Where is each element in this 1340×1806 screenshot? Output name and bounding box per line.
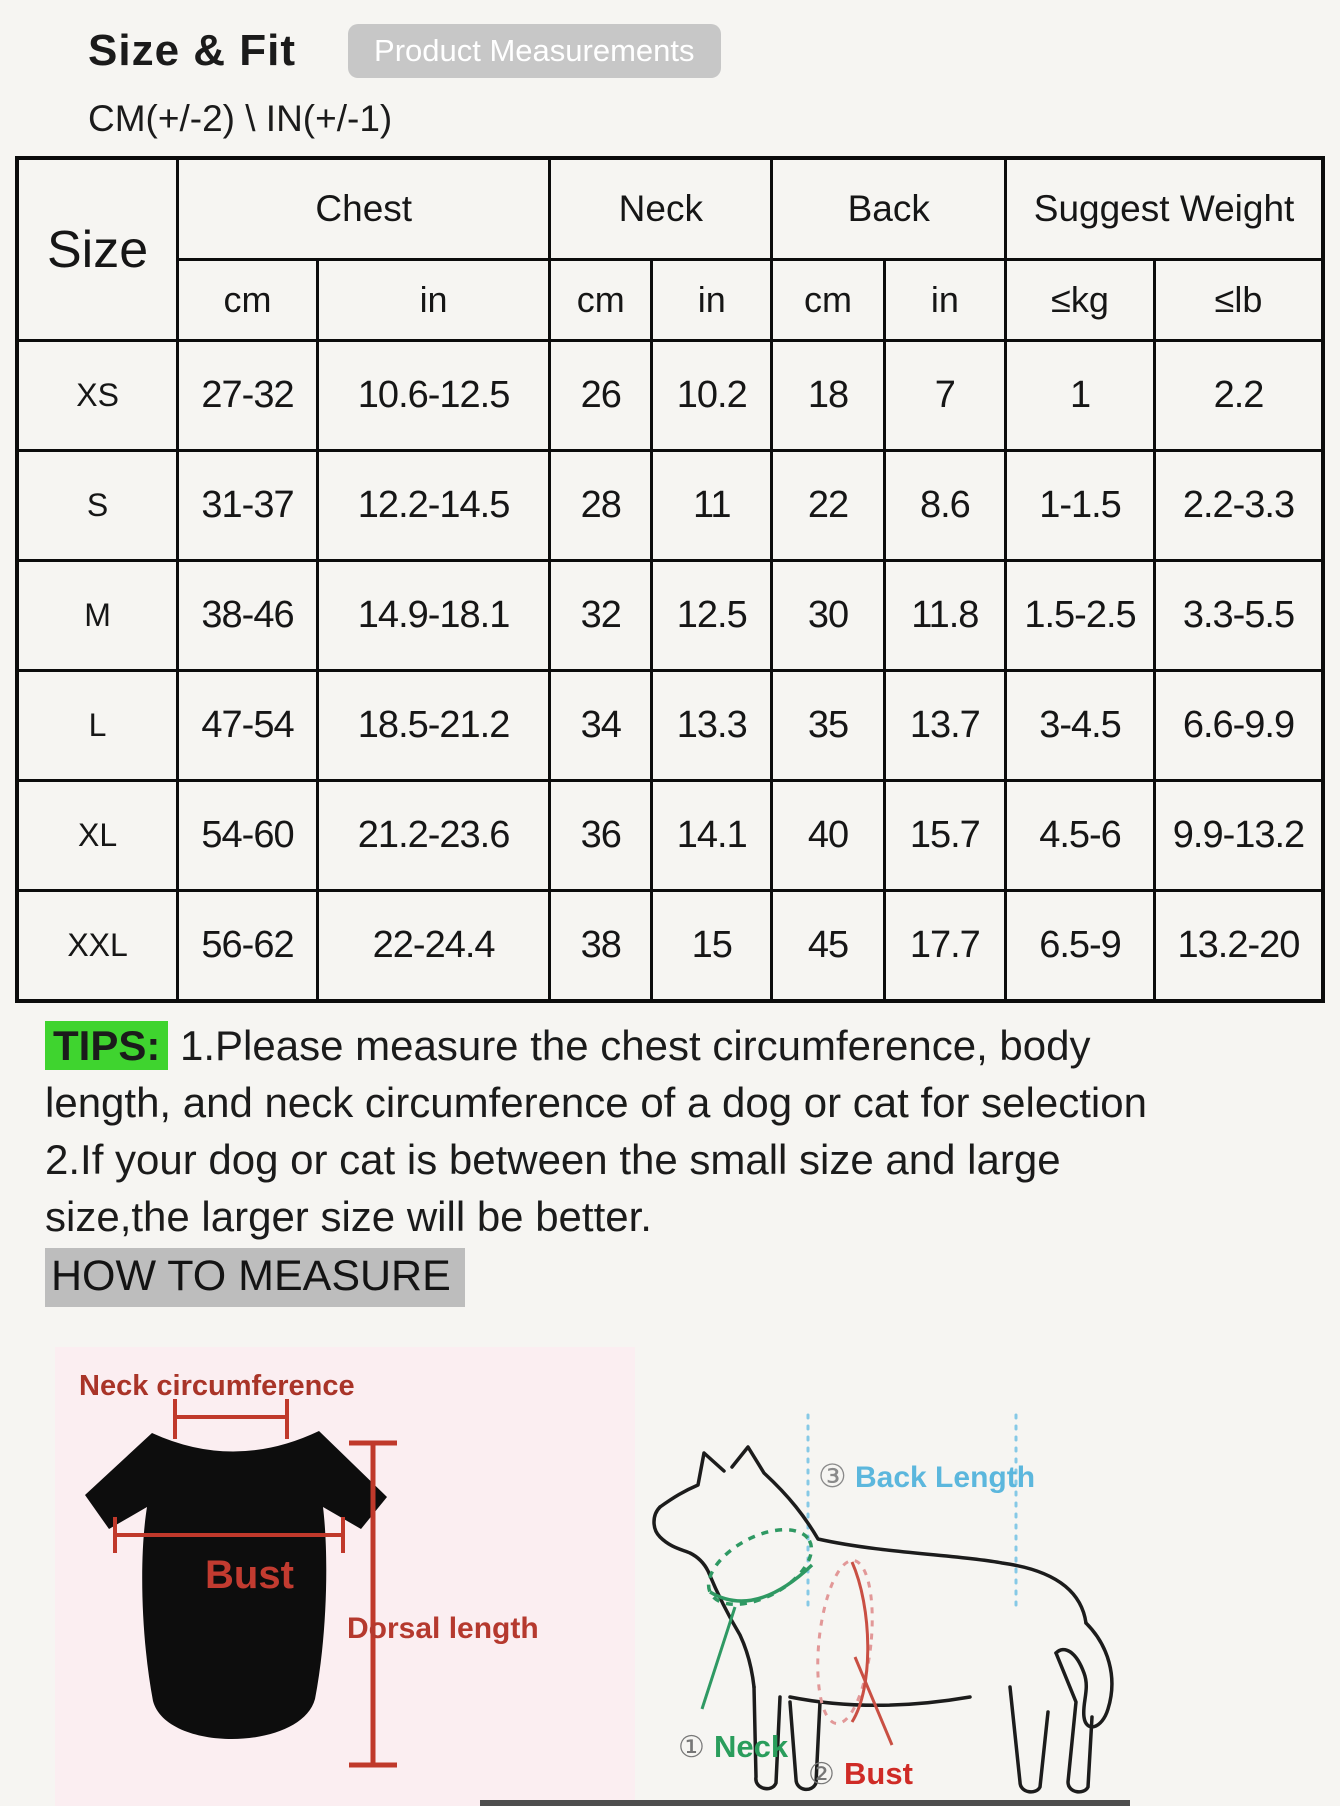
size-label: L <box>17 671 178 781</box>
table-row <box>17 451 1323 561</box>
table-group-header-row <box>17 158 1323 260</box>
cell-value: 2.2-3.3 <box>1154 451 1323 561</box>
table-row <box>17 341 1323 451</box>
tips-label: TIPS: <box>45 1021 168 1070</box>
dorsal-length-label: Dorsal length <box>347 1611 539 1645</box>
tips-line-4: size,the larger size will be better. <box>45 1192 652 1240</box>
cell-value: 35 <box>772 671 884 781</box>
table-row <box>17 781 1323 891</box>
cell-value: 27-32 <box>178 341 318 451</box>
cell-value: 1-1.5 <box>1006 451 1155 561</box>
col-header-neck: Neck <box>550 158 772 260</box>
back-length-guides <box>808 1415 1016 1612</box>
back-length-number: ③ <box>818 1457 847 1494</box>
col-header-back: Back <box>772 158 1006 260</box>
cell-value: 21.2-23.6 <box>317 781 549 891</box>
back-length-label: Back Length <box>855 1460 1036 1494</box>
col-header-chest: Chest <box>178 158 550 260</box>
neck-collar-marker <box>696 1514 823 1709</box>
bust-label: Bust <box>205 1552 294 1597</box>
cell-value: 47-54 <box>178 671 318 781</box>
cell-value: 12.5 <box>652 561 772 671</box>
measurement-diagrams <box>0 1307 1340 1806</box>
cell-value: 11 <box>652 451 772 561</box>
cell-value: 36 <box>550 781 652 891</box>
cell-value: 10.6-12.5 <box>317 341 549 451</box>
cell-value: 31-37 <box>178 451 318 561</box>
size-chart-table <box>15 156 1325 1003</box>
tips-line-1: 1.Please measure the chest circumference, body <box>180 1021 1091 1069</box>
next-image-edge <box>480 1800 1130 1806</box>
subheader-back-cm: cm <box>772 260 884 341</box>
cell-value: 6.6-9.9 <box>1154 671 1323 781</box>
subheader-neck-in: in <box>652 260 772 341</box>
table-row <box>17 671 1323 781</box>
cell-value: 26 <box>550 341 652 451</box>
neck-circumference-label: Neck circumference <box>79 1369 355 1402</box>
subheader-back-in: in <box>884 260 1005 341</box>
cell-value: 28 <box>550 451 652 561</box>
cell-value: 45 <box>772 891 884 1001</box>
cell-value: 9.9-13.2 <box>1154 781 1323 891</box>
subheader-max-kg: ≤kg <box>1006 260 1155 341</box>
subheader-chest-in: in <box>317 260 549 341</box>
cell-value: 8.6 <box>884 451 1005 561</box>
tips-paragraph <box>45 1017 1300 1245</box>
cell-value: 54-60 <box>178 781 318 891</box>
cell-value: 18 <box>772 341 884 451</box>
cell-value: 32 <box>550 561 652 671</box>
tips-line-3: 2.If your dog or cat is between the small size and large <box>45 1135 1061 1183</box>
how-to-measure-heading: HOW TO MEASURE <box>45 1248 465 1307</box>
size-label: XXL <box>17 891 178 1001</box>
cell-value: 22-24.4 <box>317 891 549 1001</box>
cell-value: 13.2-20 <box>1154 891 1323 1001</box>
cell-value: 3-4.5 <box>1006 671 1155 781</box>
cell-value: 22 <box>772 451 884 561</box>
col-header-size: Size <box>17 158 178 341</box>
table-row <box>17 561 1323 671</box>
cell-value: 34 <box>550 671 652 781</box>
product-measurements-button[interactable]: Product Measurements <box>348 24 720 78</box>
size-label: XL <box>17 781 178 891</box>
neck-number: ① <box>678 1730 705 1764</box>
cell-value: 56-62 <box>178 891 318 1001</box>
cell-value: 38-46 <box>178 561 318 671</box>
bust-label: Bust <box>844 1755 913 1791</box>
bust-number: ② <box>808 1757 835 1791</box>
cell-value: 15 <box>652 891 772 1001</box>
cell-value: 4.5-6 <box>1006 781 1155 891</box>
shirt-measure-diagram <box>55 1347 635 1806</box>
size-label: M <box>17 561 178 671</box>
cell-value: 13.3 <box>652 671 772 781</box>
cell-value: 7 <box>884 341 1005 451</box>
pink-panel-background <box>55 1347 635 1806</box>
header <box>0 0 1340 78</box>
cell-value: 2.2 <box>1154 341 1323 451</box>
unit-tolerance-note: CM(+/-2) \ IN(+/-1) <box>88 98 393 139</box>
page-title: Size & Fit <box>88 26 297 75</box>
cell-value: 10.2 <box>652 341 772 451</box>
dog-measure-diagram <box>640 1357 1340 1802</box>
table-row <box>17 891 1323 1001</box>
size-label: XS <box>17 341 178 451</box>
subheader-neck-cm: cm <box>550 260 652 341</box>
subheader-max-lb: ≤lb <box>1154 260 1323 341</box>
cell-value: 1.5-2.5 <box>1006 561 1155 671</box>
cell-value: 17.7 <box>884 891 1005 1001</box>
subheader-chest-cm: cm <box>178 260 318 341</box>
tips-line-2: length, and neck circumference of a dog or cat for selection <box>45 1078 1147 1126</box>
cell-value: 1 <box>1006 341 1155 451</box>
chest-girth-marker <box>811 1557 892 1744</box>
cell-value: 30 <box>772 561 884 671</box>
cell-value: 6.5-9 <box>1006 891 1155 1001</box>
neck-label: Neck <box>714 1728 789 1764</box>
cell-value: 18.5-21.2 <box>317 671 549 781</box>
col-header-weight: Suggest Weight <box>1006 158 1323 260</box>
cell-value: 15.7 <box>884 781 1005 891</box>
cell-value: 13.7 <box>884 671 1005 781</box>
cell-value: 38 <box>550 891 652 1001</box>
cell-value: 3.3-5.5 <box>1154 561 1323 671</box>
cell-value: 12.2-14.5 <box>317 451 549 561</box>
cell-value: 14.1 <box>652 781 772 891</box>
cell-value: 40 <box>772 781 884 891</box>
cell-value: 11.8 <box>884 561 1005 671</box>
size-label: S <box>17 451 178 561</box>
table-sub-header-row <box>17 260 1323 341</box>
cell-value: 14.9-18.1 <box>317 561 549 671</box>
